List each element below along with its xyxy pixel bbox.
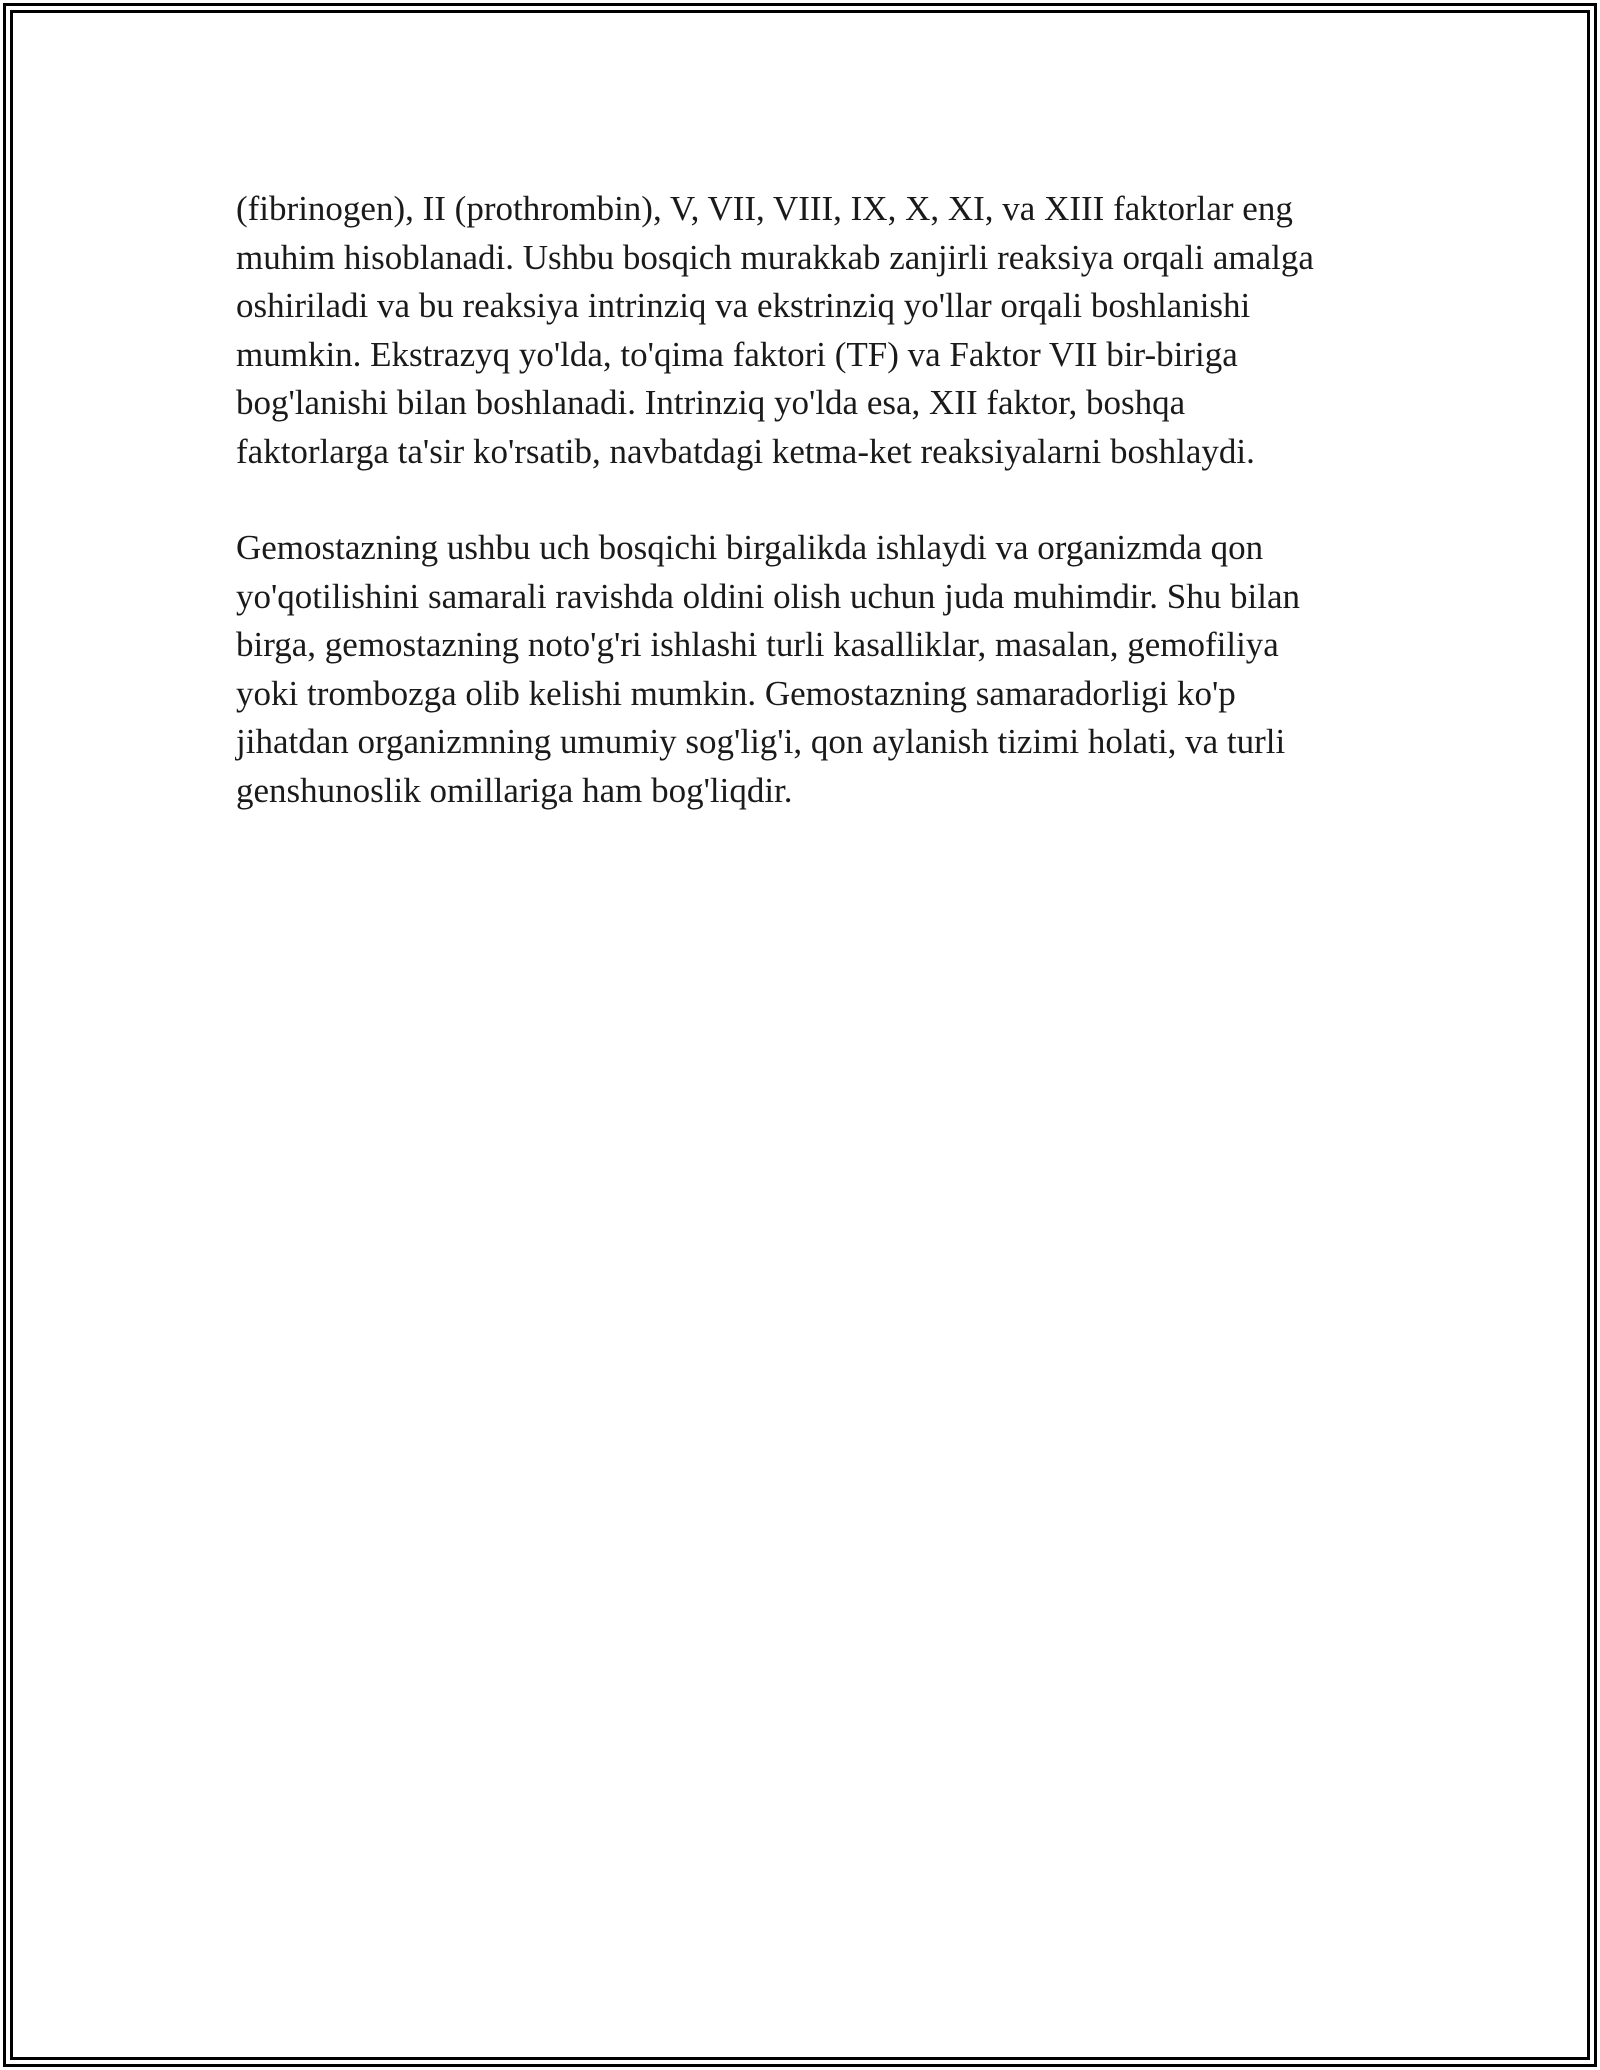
paragraph-coagulation-factors: (fibrinogen), II (prothrombin), V, VII, VIII, IX, X, XI, va XIII faktorlar eng muhim hisoblanadi. Ushbu bosqich murakkab zanjirli reaksiya orqali amalga oshiriladi va bu reaksiya intrinziq va ekstrinziq yo'llar orqali boshlanishi mumkin. Ekstrazyq yo'lda, to'qima faktori (TF) va Faktor VII bir-biriga bog'lanishi bilan boshlanadi. Intrinziq yo'lda esa, XII faktor, boshqa faktorlarga ta'sir ko'rsatib, navbatdagi ketma-ket reaksiyalarni boshlaydi. [236,189,1314,471]
paragraph-hemostasis-summary: Gemostazning ushbu uch bosqichi birgalikda ishlaydi va organizmda qon yo'qotilishini samarali ravishda oldini olish uchun juda muhimdir. Shu bilan birga, gemostazning noto'g'ri ishlashi turli kasalliklar, masalan, gemofiliya yoki trombozga olib kelishi mumkin. Gemostazning samaradorligi ko'p jihatdan organizmning umumiy sog'lig'i, qon aylanish tizimi holati, va turli genshunoslik omillariga ham bog'liqdir. [236,528,1300,810]
document-body [236,185,1376,815]
